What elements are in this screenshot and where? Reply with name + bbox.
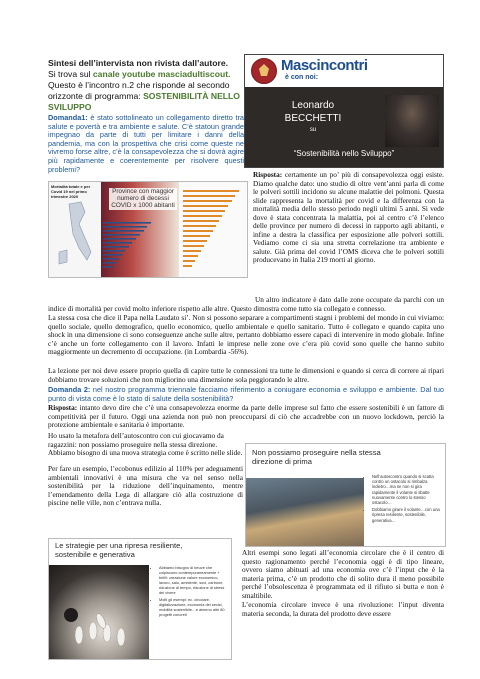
bowling-pins-photo — [49, 565, 149, 659]
banner-topic: “Sostenibilità nello Sviluppo” — [293, 149, 395, 158]
answer-2-right-b: L’economia circolare invece è una rivoluzione: l’input diventa materia seconda, la durata del prodotto deve essere — [242, 600, 444, 618]
banner-logo-area — [245, 55, 443, 87]
logo-subtitle: è con noi: — [285, 74, 319, 81]
answer-1-more-b: La stessa cosa che dice il Papa nella Laudato si’. Non si possono separare a compartimenti stagni i problemi del mondo in cui viviamo: quello sociale, quello demografico, quello economico, quello ambientale e quello sanitario. Tutto è collegato e quando capita uno shock in una dimensione ci sono conseguenze anche sulle altre, pertanto dobbiamo essere capaci di intervenire in modo globale. Infine c’è anche un forte collegamento con il lavoro. Infatti le imprese nelle zone ove c’era più covid sono quelle che hanno subito maggiormente un decremento di occupazione. (in Lombardia -56%). — [48, 313, 444, 356]
italy-map-icon — [49, 182, 101, 277]
slide-2-title: Non possiamo proseguire nella stessa direzione di prima — [252, 448, 381, 466]
answer-1-more-a: Un altro indicatore è dato dalle zone occupate da parchi con un indice di mortalità per covid molto inferiore rispetto alle altre. Questo dimostra come tutto sia collegato e connesso. — [48, 295, 444, 313]
answer-1-more-c: La lezione per noi deve essere proprio quella di capire tutte le connessioni tra tutte le dimensioni e quando si cerca di correre ai ripari dobbiamo trovare soluzioni che non migliorino una dimensione sola peggiorando le altre. — [48, 366, 444, 384]
header-line-3: Questo è l’incontro n.2 che risponde al secondo orizzonte di programma: SOSTENIBILITÀ NELLO SVILUPPO — [48, 80, 240, 112]
slide-2-bullet: • Dobbiamo girare il volante…con una ripresa resiliente, sostenibile, generativa… — [372, 507, 442, 523]
answer-2-left-a: Ho usato la metafora dell’autoscontro con cui giocavamo da ragazzini: non possiamo proseguire nella stessa direzione. Abbiamo bisogno di una nuova strategia come è scritto nelle slide. — [48, 431, 243, 457]
question-1: Domanda1: è stato sottolineato un collegamento diretto tra salute e povertà e tra ambiente e salute. C’è statoun grande impegnao da parte di tutti per limitare i danni della pandemia, ma con la prospettiva che crisi come queste ne vivremo forse altre, c’è la consapevolezza che si dovrà agire più rapidamente e coerentemente per risolvere questi problemi? — [48, 113, 244, 174]
answer-2-right-a: Altri esempi sono legati all’economia circolare che è il centro di questo ragionamento perché l’economia oggi è di tipo lineare, ovvero siamo abituati ad una economia ove c’è l’input che è la materia prima, c’è un prodotto che di solito dura il meno possibile perché l’obsolescenza è programmata ed il rifiuto si butta e non è smaltibile. — [242, 548, 444, 600]
article-header — [48, 58, 248, 113]
answer-2-left-b: Per fare un esempio, l’ecobonus edilizio al 110% per adeguamenti ambientali innovativi è una misura che va nel senso nella sostenibilità per la riduzione dell’inquinamento, mentre l’emendamento della Lega di allargare ciò alla costruzione di piscine nelle ville, non c’entrava nulla. — [48, 464, 243, 507]
question-2: Domanda 2: nel nostro programma triennale facciamo riferimento a coniugare economia e sviluppo e ambiente. Dal tuo punto di vista come è lo stato di salute della sostenibilità? — [48, 385, 444, 403]
slide-3-title: Le strategie per una ripresa resiliente, sostenibile e generativa — [55, 541, 183, 559]
pollution-bars — [179, 182, 247, 277]
slide-3-bullets — [153, 565, 229, 619]
header-line-2: Si trova sul canale youtube masciadultiscout. — [48, 69, 231, 79]
logo-text: Mascincontri — [281, 57, 368, 74]
bumper-car-photo — [246, 478, 364, 546]
italy-map-panel — [49, 182, 101, 277]
speaker-photo — [385, 95, 439, 147]
slide-2-bullets — [366, 474, 442, 525]
speaker-first-name: Leonardo — [291, 100, 335, 111]
bowling-pins-icon — [49, 565, 149, 659]
mascincontri-banner — [244, 54, 444, 168]
answer-2: Risposta: intanto devo dire che c’è una consapevolezza enorme da parte delle imprese sul fatto che essere sostenibili è un fattore di competitività per il futuro. Oggi una azienda non può non preoccuparsi di ciò che accadrebbe con un nuovo lockdown, perciò la protezione ambientale e sanitaria è importante. — [48, 403, 444, 429]
slide-2-bullet: • Nell’autoscontro quando si scatta contro un ostacolo si rimbalza indietro…ma se non si gira rapidamente il volante si sbatte nuovamente contro lo stesso ostacolo… — [372, 474, 442, 505]
slide-3-bullet: • Molti gli esempi: ec. circolare, digitalizzazione, economia dei sevizi, mobilità sostenibile…e almeno altri 80 progetti concreti — [159, 597, 229, 617]
speaker-on: su — [309, 127, 317, 133]
speaker-last-name: BECCHETTI — [284, 113, 342, 124]
pollution-ranking-panel — [179, 182, 247, 277]
scout-seal-icon — [251, 58, 277, 84]
slide-same-direction — [245, 443, 446, 547]
covid-mortality-chart — [48, 181, 248, 278]
speaker-block — [253, 99, 373, 135]
chart-caption: Province con maggior numero di decessi COVID x 1000 abitanti — [109, 188, 177, 210]
slide-3-bullet: • Abbiamo bisogno di beuve che colpiscono contemporaneamente + birilli: creazione valore economico, lavoro, salu, ambiente, soci, carbone, riduzione di tempo, riduzione di stress del vivere — [159, 565, 229, 595]
header-line-1: Sintesi dell’intervista non rivista dall’autore. — [48, 58, 229, 68]
answer-1: Risposta: certamente un po’ più di consapevolezza oggi esiste. Diamo qualche dato: uno studio di oltre vent’anni parla di come le polveri sottili incidono su alcune malattie dei polmoni. Questa slide rappresenta la mortalità per covid e la differenza con la mortalità media dello stesso periodo negli ultimi 5 anni. Si vede dove è stata concentrata la malattia, poi al centro c’è l’elenco delle province per numero di decessi in rapporto agli abitanti, e infine a destra la classifica per esposizione alle polveri sottili. Vediamo come ci sia una stretta correlazione tra ambiente e salute. Già prima del covid l’OMS diceva che le polveri sottili producevano in Italia 219 morti al giorno. — [253, 170, 444, 264]
youtube-channel-link[interactable]: canale youtube masciadultiscout. — [92, 69, 231, 79]
program-topic: SOSTENIBILITÀ NELLO SVILUPPO — [48, 91, 240, 112]
map-panel-title: Mortalità totale e per Covid 19 nel primo trimestre 2020 — [51, 184, 91, 199]
slide-strategies — [48, 538, 232, 660]
